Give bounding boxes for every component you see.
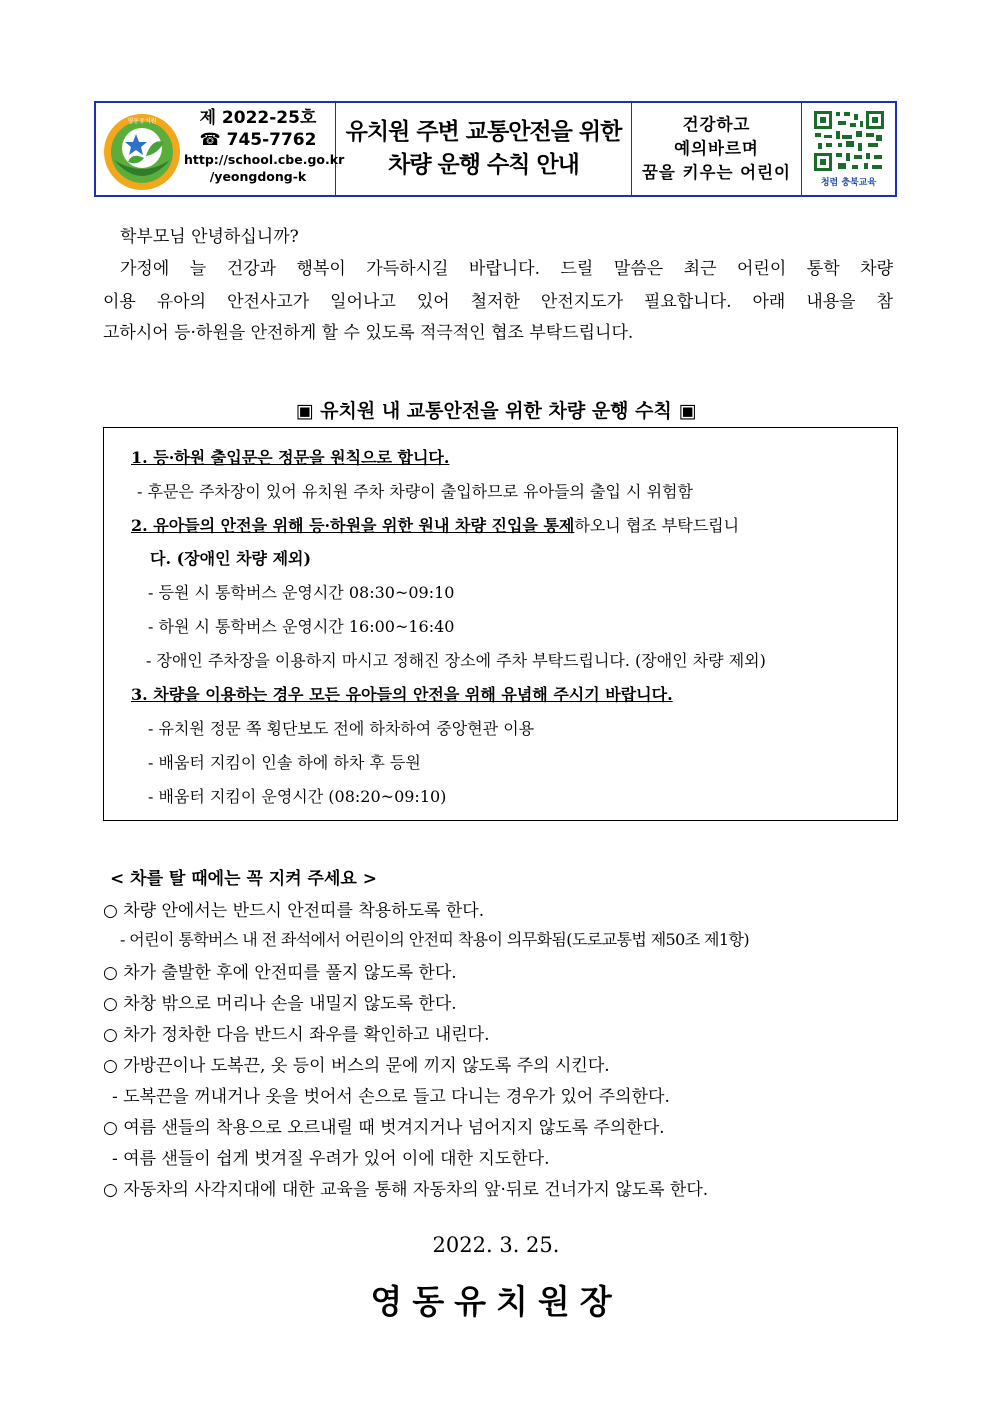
letterhead — [94, 101, 897, 197]
tip-3: ○ 차창 밖으로 머리나 손을 내밀지 않도록 한다. — [103, 994, 457, 1014]
motto-line3: 꿈을 키우는 어린이 — [641, 163, 791, 182]
rule-2-rest: 하오니 협조 부탁드립니 — [574, 516, 740, 535]
rule-3-detail-a: - 유치원 정문 쪽 횡단보도 전에 하차하여 중앙현관 이용 — [148, 719, 535, 738]
rule-2-continued: 다. (장애인 차량 제외) — [150, 549, 312, 568]
qr-code-icon[interactable] — [812, 109, 886, 173]
rule-2-detail-a: - 등원 시 통학버스 운영시간 08:30~09:10 — [148, 583, 455, 602]
letterhead-motto-cell — [632, 103, 802, 195]
tip-6-detail: - 여름 샌들이 쉽게 벗겨질 우려가 있어 이에 대한 지도한다. — [112, 1149, 550, 1169]
document-date: 2022. 3. 25. — [432, 1233, 560, 1257]
rule-3-detail-c: - 배움터 지킴이 운영시간 (08:20~09:10) — [148, 787, 447, 806]
tip-4: ○ 차가 정차한 다음 반드시 좌우를 확인하고 내린다. — [103, 1025, 490, 1045]
letterhead-title-cell — [336, 103, 632, 195]
document-title-line1: 유치원 주변 교통안전을 위한 — [345, 119, 622, 145]
principal-signature: 영동유치원장 — [370, 1282, 622, 1321]
rules-section-title: ▣ 유치원 내 교통안전을 위한 차량 운행 수칙 ▣ — [295, 400, 697, 422]
rule-2-underlined: 2. 유아들의 안전을 위해 등·하원을 위한 원내 차량 진입을 통제 — [131, 516, 575, 535]
qr-caption: 청렴 충북교육 — [820, 178, 877, 188]
intro-line-3: 고하시어 등·하원을 안전하게 할 수 있도록 적극적인 협조 부탁드립니다. — [103, 323, 634, 343]
tip-7: ○ 자동차의 사각지대에 대한 교육을 통해 자동차의 앞·뒤로 건너가지 않도록 한다. — [103, 1180, 709, 1200]
letterhead-info-cell — [96, 103, 345, 195]
tip-5-detail: - 도복끈을 꺼내거나 옷을 벗어서 손으로 들고 다니는 경우가 있어 주의한다. — [112, 1087, 670, 1107]
motto-line1: 건강하고 — [682, 115, 751, 134]
document-number: 제 2022-25호 — [199, 108, 317, 128]
tips-heading: < 차를 탈 때에는 꼭 지켜 주세요 > — [110, 869, 377, 889]
document-info — [184, 107, 345, 185]
tip-2: ○ 차가 출발한 후에 안전띠를 풀지 않도록 한다. — [103, 963, 457, 983]
rule-2-detail-b: - 하원 시 통학버스 운영시간 16:00~16:40 — [148, 617, 455, 636]
rules-box — [103, 427, 898, 821]
rule-1: 1. 등·하원 출입문은 정문을 원칙으로 합니다. — [131, 448, 450, 467]
tip-5: ○ 가방끈이나 도복끈, 옷 등이 버스의 문에 끼지 않도록 주의 시킨다. — [103, 1056, 610, 1076]
school-logo-icon — [102, 112, 182, 192]
phone-number: ☎ 745-7762 — [199, 130, 317, 150]
website-url-path[interactable]: /yeongdong-k — [209, 169, 307, 184]
logo-text: 영동유치원 — [127, 118, 157, 125]
tip-1: ○ 차량 안에서는 반드시 안전띠를 착용하도록 한다. — [103, 901, 485, 921]
rule-3-detail-b: - 배움터 지킴이 인솔 하에 하차 후 등원 — [148, 753, 421, 772]
tip-6: ○ 여름 샌들의 착용으로 오르내릴 때 벗겨지거나 넘어지지 않도록 주의한다. — [103, 1118, 665, 1138]
intro-line-1: 가정에 늘 건강과 행복이 가득하시길 바랍니다. 드릴 말씀은 최근 어린이 통학 차량 — [120, 259, 893, 279]
rule-3: 3. 차량을 이용하는 경우 모든 유아들의 안전을 위해 유념해 주시기 바랍니다. — [131, 685, 673, 704]
rule-2 — [131, 513, 739, 536]
tip-1-detail: - 어린이 통학버스 내 전 좌석에서 어린이의 안전띠 착용이 의무화됨(도로교통법 제50조 제1항) — [120, 930, 749, 949]
intro-line-2: 이용 유아의 안전사고가 일어나고 있어 철저한 안전지도가 필요합니다. 아래 내용을 참 — [103, 292, 893, 312]
letterhead-qr-cell — [802, 103, 895, 195]
motto-line2: 예의바르며 — [674, 139, 759, 158]
website-url[interactable]: http://school.cbe.go.kr — [184, 152, 345, 167]
rule-2-detail-c: - 장애인 주차장을 이용하지 마시고 정해진 장소에 주차 부탁드립니다. (장애인 차량 제외) — [146, 651, 766, 670]
intro-greeting: 학부모님 안녕하십니까? — [120, 227, 299, 247]
rule-1-detail: - 후문은 주차장이 있어 유치원 주차 차량이 출입하므로 유아들의 출입 시 위험함 — [137, 482, 693, 501]
document-title-line2: 차량 운행 수칙 안내 — [388, 152, 579, 178]
